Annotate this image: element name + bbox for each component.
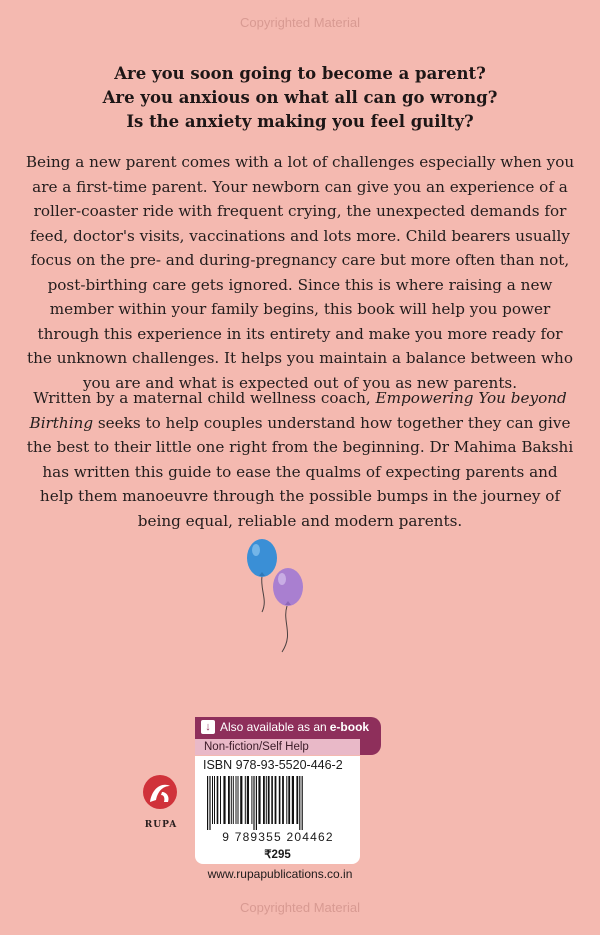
book-title: Empowering You beyond Birthing: [29, 389, 567, 432]
barcode-bar: [223, 776, 225, 824]
barcode-bar: [247, 776, 249, 824]
balloon-string: [262, 576, 265, 612]
download-icon: ↓: [201, 720, 215, 734]
barcode-bar: [296, 776, 298, 824]
price: ₹295: [264, 849, 291, 861]
barcode-bar: [256, 776, 257, 830]
barcode-bar: [266, 776, 267, 824]
isbn-barcode-box: [195, 756, 360, 864]
purple-balloon: [273, 568, 303, 606]
barcode-bar: [245, 776, 246, 824]
blue-balloon: [247, 539, 277, 577]
category-label: Non-fiction/Self Help: [195, 739, 360, 755]
ebook-note: [195, 717, 369, 737]
barcode-bar: [302, 776, 303, 830]
barcode-bar: [268, 776, 270, 824]
ebook-availability-banner: [195, 717, 381, 755]
question-line: Are you anxious on what all can go wrong?: [102, 88, 498, 107]
ebook-bold-text: e-book: [329, 720, 370, 734]
publisher-name: RUPA: [144, 820, 178, 830]
barcode-bar: [220, 776, 221, 824]
barcode-bar: [292, 776, 294, 824]
rupa-logo-icon: [140, 772, 180, 816]
barcode-bar: [236, 776, 237, 824]
barcode-bar: [214, 776, 215, 824]
barcode-bar: [253, 776, 254, 830]
barcode-bar: [228, 776, 230, 824]
barcode-bar: [275, 776, 277, 824]
barcode-bar: [279, 776, 281, 824]
barcode-bar: [258, 776, 260, 824]
barcode-bar: [271, 776, 273, 824]
balloons-illustration: [232, 530, 322, 660]
blurb-text: Written by a maternal child wellness coach,: [33, 389, 376, 407]
barcode-bar: [251, 776, 252, 824]
isbn-number: ISBN 978-93-5520-446-2: [203, 758, 343, 772]
barcode-bar: [299, 776, 300, 830]
blurb-paragraph-2: [25, 386, 575, 533]
barcode-bar: [282, 776, 284, 824]
barcode-bar: [238, 776, 239, 824]
blurb-paragraph-1: Being a new parent comes with a lot of challenges especially when you are a first-time parent. Your newborn can give you an experience of a roller-coaster ride with frequent crying, the unexpected demands for feed, doctor's visits, vaccinations and lots more. Child bearers usually focus on the pre- and during-pregnancy care but more often than not, post-birthing care gets ignored. Since this is where raising a new member within your family begins, this book will help you power through this experience in its entirety and make you more ready for the unknown challenges. It helps you maintain a balance between who you are and what is expected out of you as new parents.: [25, 153, 575, 392]
barcode-bar: [207, 776, 208, 830]
copyright-watermark-top: Copyrighted Material: [240, 15, 360, 30]
barcode-bar: [286, 776, 287, 824]
copyright-watermark-bottom: Copyrighted Material: [240, 900, 360, 915]
barcode-bar: [212, 776, 213, 824]
barcode-bar: [231, 776, 232, 824]
ebook-text: Also available as an: [220, 720, 327, 734]
barcode-bar: [240, 776, 242, 824]
barcode-bar: [263, 776, 265, 824]
barcode-bar: [209, 776, 210, 830]
tagline-questions: [0, 62, 600, 134]
balloon-string: [282, 606, 288, 652]
barcode-bar: [217, 776, 219, 824]
barcode-digits: 9 789355 204462: [222, 830, 334, 844]
barcode: [205, 776, 350, 830]
blurb-text: seeks to help couples understand how together they can give the best to their little one right from the beginning. Dr Mahima Bakshi has written this guide to ease the qualms of expecting parents and help them manoeuvre through the possible bumps in the journey of being equal, reliable and modern parents.: [26, 413, 574, 530]
barcode-bar: [233, 776, 234, 824]
question-line: Are you soon going to become a parent?: [114, 64, 486, 83]
question-line: Is the anxiety making you feel guilty?: [126, 112, 474, 131]
publisher-website: www.rupapublications.co.in: [207, 867, 353, 881]
barcode-bar: [288, 776, 290, 824]
